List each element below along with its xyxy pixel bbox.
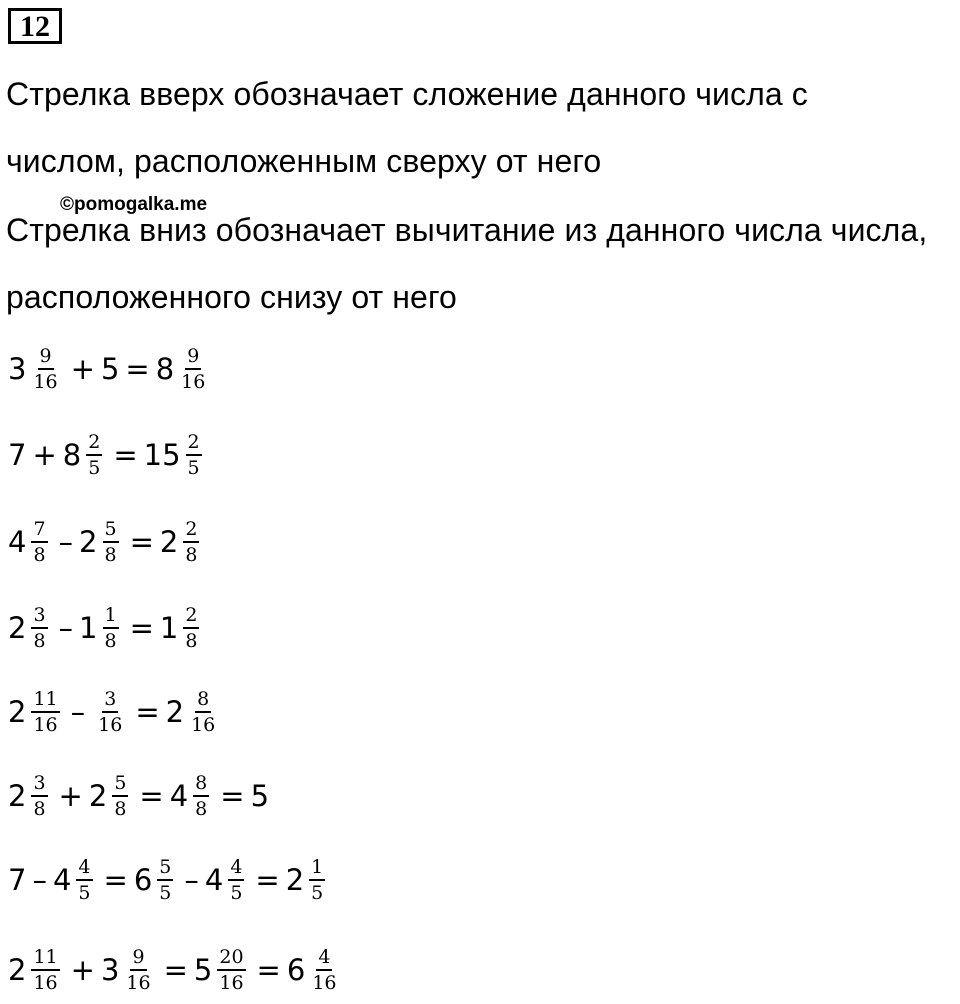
denominator: 5 (88, 457, 101, 479)
fraction (31, 604, 47, 652)
whole-number: 7 (8, 863, 27, 897)
paragraph-line-3: Стрелка вниз обозначает вычитание из данного числа числа, (6, 212, 928, 248)
numerator: 11 (31, 688, 59, 713)
whole-number: 2 (79, 525, 98, 559)
numerator: 5 (157, 856, 173, 881)
whole-number: 2 (159, 525, 179, 559)
numerator: 9 (130, 946, 146, 971)
numerator: 4 (228, 856, 244, 881)
fraction (186, 431, 202, 479)
operator: – (58, 525, 74, 559)
whole-number: 8 (62, 438, 82, 472)
fraction (189, 688, 217, 736)
equation-line (8, 425, 207, 485)
fraction (309, 856, 325, 904)
denominator: 16 (33, 714, 58, 736)
whole-number: 2 (88, 779, 108, 813)
numerator: 11 (31, 946, 59, 971)
whole-number: 6 (286, 953, 306, 987)
operator: = (256, 953, 281, 987)
paragraph-line-1: Стрелка вверх обозначает сложение данного числа с (6, 76, 808, 112)
operator: = (103, 863, 128, 897)
denominator: 5 (78, 882, 91, 904)
denominator: 5 (311, 882, 324, 904)
whole-number: 2 (8, 695, 27, 729)
fraction (96, 688, 124, 736)
whole-number: 5 (193, 953, 213, 987)
operator: + (58, 779, 83, 813)
denominator: 16 (219, 972, 244, 994)
fraction (217, 946, 245, 994)
whole-number: 1 (159, 611, 179, 645)
operator: = (113, 438, 138, 472)
equation-line (8, 512, 204, 572)
equation-line (8, 339, 212, 399)
denominator: 16 (312, 972, 337, 994)
numerator: 4 (316, 946, 332, 971)
fraction (76, 856, 92, 904)
denominator: 8 (33, 798, 46, 820)
whole-number: 2 (285, 863, 305, 897)
denominator: 8 (185, 544, 198, 566)
denominator: 16 (191, 714, 216, 736)
denominator: 8 (185, 630, 198, 652)
operator: – (70, 695, 86, 729)
numerator: 3 (102, 688, 118, 713)
equation-line (8, 682, 222, 742)
numerator: 2 (86, 431, 102, 456)
numerator: 5 (112, 772, 128, 797)
denominator: 5 (159, 882, 172, 904)
watermark: ©pomogalka.me (60, 194, 208, 215)
numerator: 9 (185, 345, 201, 370)
numerator: 20 (217, 946, 245, 971)
whole-number: 2 (8, 953, 27, 987)
numerator: 5 (103, 518, 119, 543)
operator: = (220, 779, 245, 813)
fraction (31, 345, 59, 393)
denominator: 8 (33, 630, 46, 652)
operator: = (139, 779, 164, 813)
denominator: 16 (33, 972, 58, 994)
denominator: 8 (33, 544, 46, 566)
operator: = (129, 525, 154, 559)
numerator: 2 (186, 431, 202, 456)
operator: – (58, 611, 74, 645)
operator: – (184, 863, 199, 897)
task-number-badge: 12 (8, 8, 62, 44)
paragraph-line-2: числом, расположенным сверху от него (6, 143, 602, 179)
equation-line (8, 598, 204, 658)
whole-number: 5 (100, 352, 120, 386)
numerator: 7 (31, 518, 47, 543)
fraction (31, 688, 59, 736)
operator: = (255, 863, 280, 897)
fraction (124, 946, 152, 994)
operator: = (135, 695, 160, 729)
whole-number: 15 (143, 438, 181, 472)
denominator: 16 (126, 972, 151, 994)
fraction (183, 604, 199, 652)
equation-line (8, 850, 330, 910)
fraction (31, 772, 47, 820)
numerator: 8 (193, 772, 209, 797)
paragraph-line-4: расположенного снизу от него (6, 279, 457, 315)
fraction (183, 518, 199, 566)
denominator: 5 (230, 882, 243, 904)
operator: = (163, 953, 188, 987)
denominator: 16 (98, 714, 123, 736)
denominator: 8 (104, 544, 117, 566)
whole-number: 8 (155, 352, 175, 386)
whole-number: 3 (100, 953, 120, 987)
fraction (31, 946, 59, 994)
fraction (157, 856, 173, 904)
fraction (31, 518, 47, 566)
numerator: 2 (183, 518, 199, 543)
operator: – (32, 863, 47, 897)
whole-number: 4 (52, 863, 72, 897)
whole-number: 4 (204, 863, 224, 897)
numerator: 1 (309, 856, 325, 881)
numerator: 8 (195, 688, 211, 713)
fraction (86, 431, 102, 479)
whole-number: 5 (250, 779, 270, 813)
whole-number: 2 (165, 695, 185, 729)
fraction (310, 946, 338, 994)
equation-line (8, 940, 344, 1000)
whole-number: 7 (8, 438, 27, 472)
numerator: 2 (183, 604, 199, 629)
operator: + (70, 352, 95, 386)
whole-number: 2 (8, 611, 27, 645)
operator: = (129, 611, 154, 645)
whole-number: 4 (8, 525, 27, 559)
denominator: 16 (33, 371, 58, 393)
fraction (228, 856, 244, 904)
whole-number: 1 (79, 611, 98, 645)
operator: + (70, 953, 95, 987)
whole-number: 6 (133, 863, 153, 897)
numerator: 3 (31, 772, 47, 797)
whole-number: 3 (8, 352, 27, 386)
numerator: 4 (76, 856, 92, 881)
numerator: 3 (31, 604, 47, 629)
denominator: 16 (181, 371, 206, 393)
operator: = (125, 352, 150, 386)
fraction (103, 604, 119, 652)
fraction (193, 772, 209, 820)
denominator: 8 (104, 630, 117, 652)
denominator: 8 (114, 798, 127, 820)
whole-number: 4 (169, 779, 189, 813)
denominator: 8 (195, 798, 208, 820)
denominator: 5 (187, 457, 200, 479)
equation-line (8, 766, 269, 826)
fraction (112, 772, 128, 820)
whole-number: 2 (8, 779, 27, 813)
numerator: 9 (38, 345, 54, 370)
fraction (179, 345, 207, 393)
numerator: 1 (103, 604, 119, 629)
operator: + (32, 438, 57, 472)
fraction (103, 518, 119, 566)
